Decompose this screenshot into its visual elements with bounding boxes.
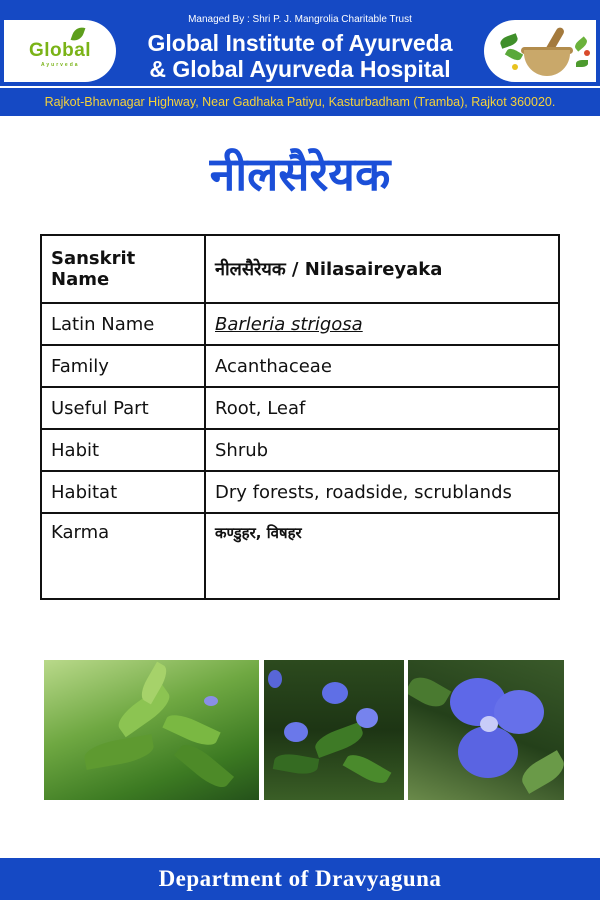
address-bar [0, 86, 600, 116]
plant-flowers-photo [264, 660, 404, 800]
logo-subtext: Ayurveda [40, 62, 80, 68]
latin-name-label: Latin Name [41, 303, 205, 345]
habitat-value: Dry forests, roadside, scrublands [205, 471, 559, 513]
habit-value: Shrub [205, 429, 559, 471]
table-row [41, 235, 559, 303]
table-row [41, 387, 559, 429]
karma-label: Karma [41, 513, 205, 599]
page-title: नीलसैरेयक [209, 147, 391, 201]
sanskrit-name-label: Sanskrit Name [41, 235, 205, 303]
address-text: Rajkot-Bhavnagar Highway, Near Gadhaka Patiyu, Kasturbadham (Tramba), Rajkot 360020. [44, 95, 556, 109]
institute-name: Global Institute of Ayurveda [147, 30, 453, 56]
plant-leaves-photo [44, 660, 259, 800]
table-row [41, 303, 559, 345]
latin-name-value: Barleria strigosa [215, 313, 363, 335]
useful-part-value: Root, Leaf [205, 387, 559, 429]
useful-part-label: Useful Part [41, 387, 205, 429]
department-name: Department of Dravyaguna [158, 866, 442, 891]
habit-label: Habit [41, 429, 205, 471]
plant-photos [44, 660, 564, 800]
footer-banner [0, 858, 600, 900]
sanskrit-name-value: नीलसैरेयक / Nilasaireyaka [205, 235, 559, 303]
plant-info-table [40, 234, 560, 600]
family-value: Acanthaceae [205, 345, 559, 387]
plant-bloom-closeup-photo [408, 660, 564, 800]
karma-value: कण्डुहर, विषहर [215, 524, 302, 542]
table-row [41, 513, 559, 599]
managed-by-text: Managed By : Shri P. J. Mangrolia Charitable Trust [188, 14, 412, 25]
habitat-label: Habitat [41, 471, 205, 513]
header-banner [0, 0, 600, 116]
table-row [41, 345, 559, 387]
family-label: Family [41, 345, 205, 387]
table-row [41, 471, 559, 513]
logo-text: Global [28, 40, 92, 61]
table-row [41, 429, 559, 471]
hospital-name: & Global Ayurveda Hospital [149, 56, 451, 82]
mortar-herbs-icon [484, 20, 596, 82]
